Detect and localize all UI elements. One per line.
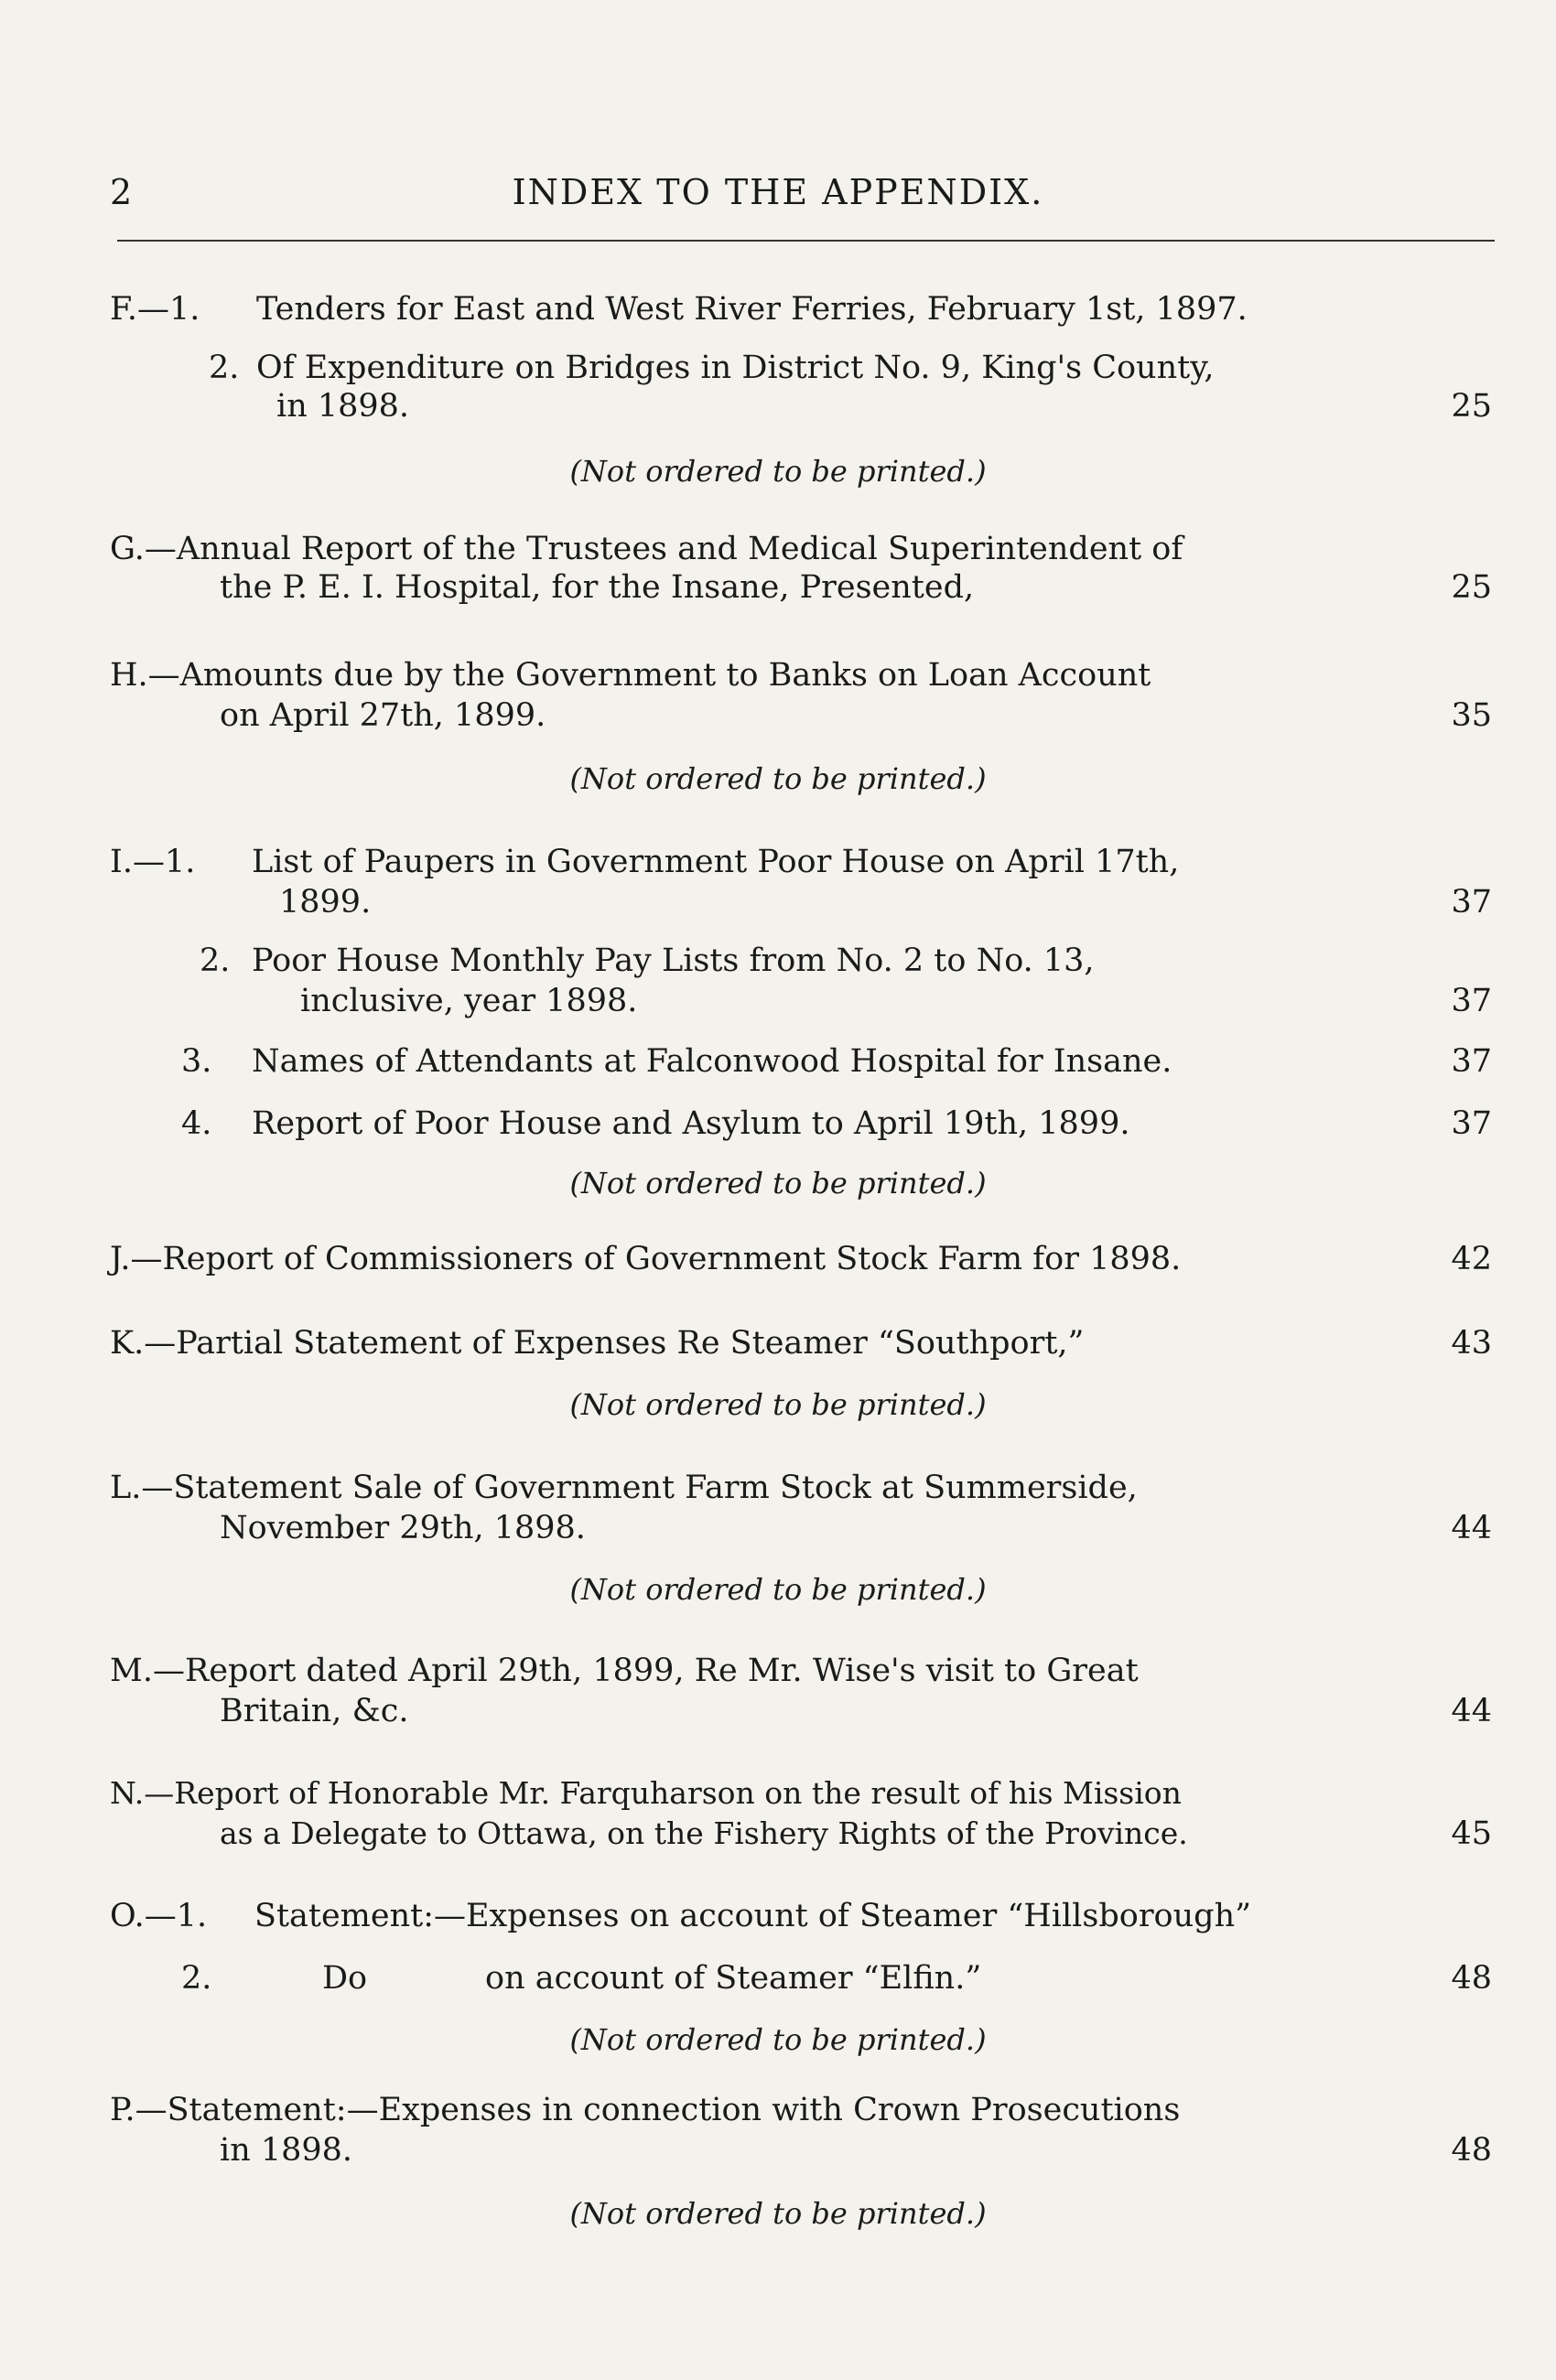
entry-line: P.—Statement:—Expenses in connection with Crown Prosecutions — [110, 2092, 1181, 2128]
entry-line: 1899. — [279, 884, 372, 921]
entry-page: 45 — [1451, 1815, 1492, 1852]
page-number: 2 — [110, 172, 133, 212]
entry-text: Names of Attendants at Falconwood Hospital for Insane. — [252, 1043, 1172, 1080]
entry-label: I.—1. — [110, 844, 196, 880]
page-title: INDEX TO THE APPENDIX. — [512, 172, 1044, 212]
entry-line: H.—Amounts due by the Government to Banks on Loan Account — [110, 657, 1151, 694]
entry-line: Of Expenditure on Bridges in District No. 9, King's County, — [256, 350, 1215, 386]
not-printed-note: (Not ordered to be printed.) — [569, 761, 987, 796]
entry-page: 43 — [1451, 1325, 1492, 1362]
entry-line: Britain, &c. — [220, 1693, 409, 1729]
entry-line: in 1898. — [220, 2132, 353, 2169]
not-printed-note: (Not ordered to be printed.) — [569, 1572, 987, 1607]
entry-page: 48 — [1451, 2132, 1492, 2169]
entry-page: 37 — [1451, 1043, 1492, 1080]
entry-label: 2. — [200, 942, 231, 979]
entry-line: N.—Report of Honorable Mr. Farquharson on the result of his Mission — [110, 1775, 1182, 1811]
entry-text: K.—Partial Statement of Expenses Re Steamer “Southport,” — [110, 1325, 1085, 1362]
entry-line: G.—Annual Report of the Trustees and Medical Superintendent of — [110, 531, 1183, 567]
not-printed-note: (Not ordered to be printed.) — [569, 1166, 987, 1201]
entry-page: 25 — [1451, 569, 1492, 606]
entry-page: 37 — [1451, 884, 1492, 921]
not-printed-note: (Not ordered to be printed.) — [569, 2196, 987, 2231]
entry-line: L.—Statement Sale of Government Farm Stock at Summerside, — [110, 1470, 1138, 1506]
header-rule — [117, 240, 1495, 242]
entry-line: as a Delegate to Ottawa, on the Fishery Rights of the Province. — [220, 1815, 1188, 1851]
entry-page: 42 — [1451, 1241, 1492, 1277]
entry-line: on April 27th, 1899. — [220, 697, 546, 734]
entry-text: J.—Report of Commissioners of Government Stock Farm for 1898. — [110, 1241, 1182, 1277]
entry-line: Poor House Monthly Pay Lists from No. 2 to No. 13, — [252, 942, 1095, 979]
entry-line: inclusive, year 1898. — [300, 983, 638, 1019]
entry-label: 2. — [181, 1960, 212, 1997]
entry-page: 48 — [1451, 1960, 1492, 1997]
entry-label: 4. — [181, 1105, 212, 1142]
entry-line: the P. E. I. Hospital, for the Insane, Presented, — [220, 569, 975, 606]
entry-text: Report of Poor House and Asylum to April 19th, 1899. — [252, 1105, 1130, 1142]
entry-line: List of Paupers in Government Poor House on April 17th, — [252, 844, 1180, 880]
page-header — [0, 172, 1556, 223]
entry-line: M.—Report dated April 29th, 1899, Re Mr. Wise's visit to Great — [110, 1653, 1139, 1689]
not-printed-note: (Not ordered to be printed.) — [569, 1387, 987, 1422]
entry-label: F.—1. — [110, 291, 200, 328]
entry-page: 44 — [1451, 1693, 1492, 1729]
entry-line: in 1898. — [276, 388, 410, 425]
entry-label: 3. — [181, 1043, 212, 1080]
entry-page: 35 — [1451, 697, 1492, 734]
entry-page: 25 — [1451, 388, 1492, 425]
entry-page: 44 — [1451, 1510, 1492, 1546]
entry-line: November 29th, 1898. — [220, 1510, 586, 1546]
entry-label: 2. — [209, 350, 240, 386]
entry-text: Tenders for East and West River Ferries, February 1st, 1897. — [256, 291, 1248, 328]
entry-label: O.—1. — [110, 1898, 208, 1934]
entry-page: 37 — [1451, 983, 1492, 1019]
entry-text: Statement:—Expenses on account of Steamer “Hillsborough” — [254, 1898, 1251, 1934]
entry-page: 37 — [1451, 1105, 1492, 1142]
not-printed-note: (Not ordered to be printed.) — [569, 2022, 987, 2057]
ditto-mark: Do — [322, 1960, 368, 1997]
not-printed-note: (Not ordered to be printed.) — [569, 454, 987, 489]
entry-text: on account of Steamer “Elfin.” — [485, 1960, 982, 1997]
